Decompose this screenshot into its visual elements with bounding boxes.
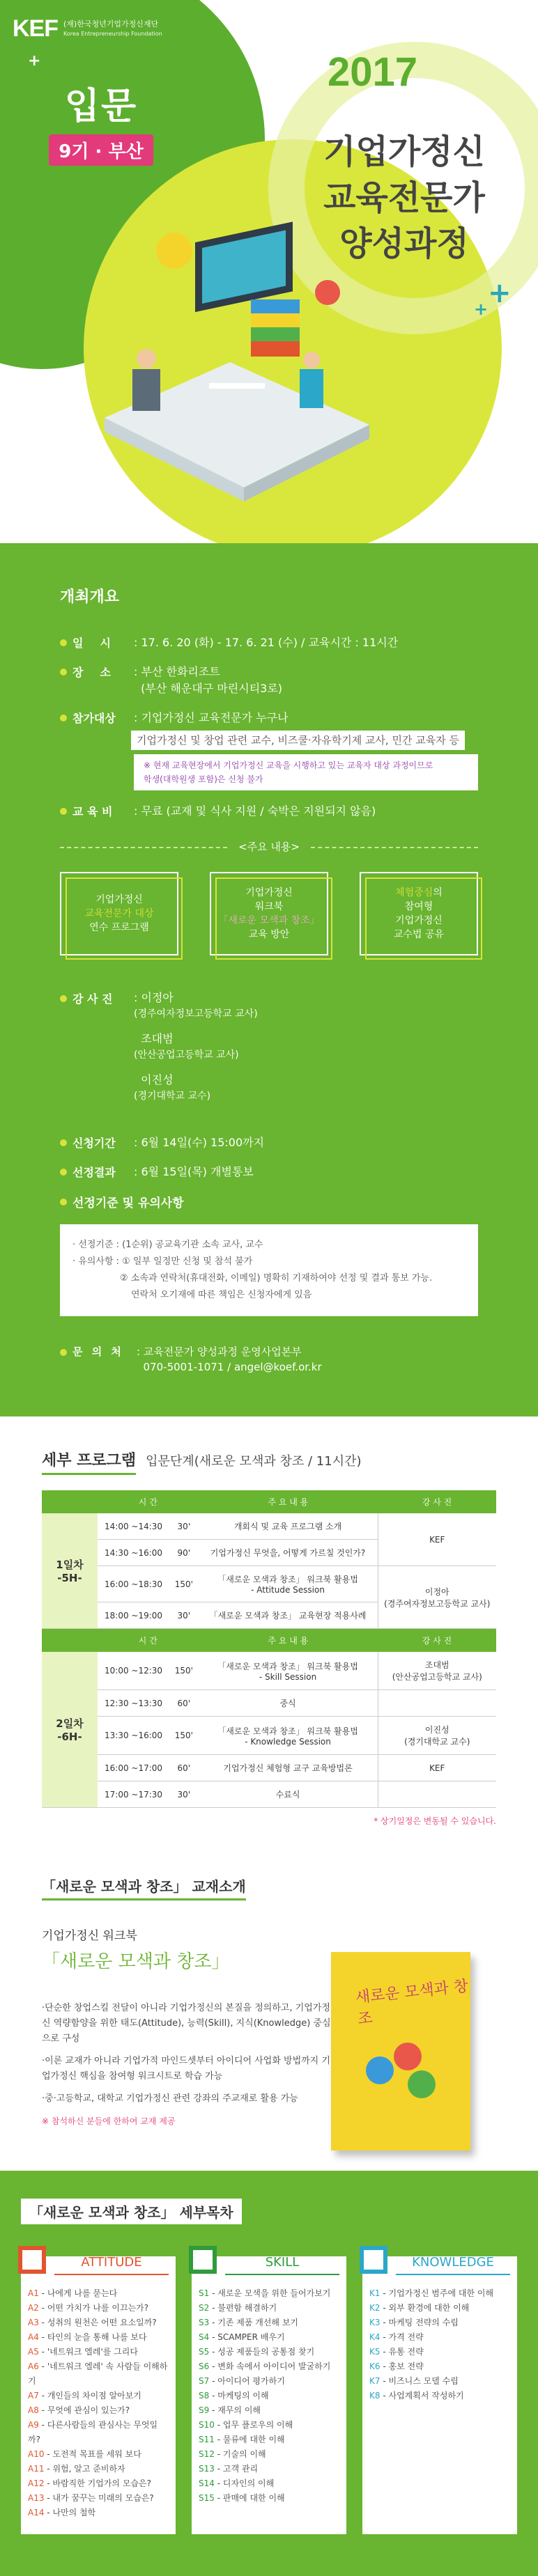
table-row: 2일차 -6H- 10:00 ~12:30 150' 「새로운 모색과 창조」 워크북 활용법 - Skill Session 조대범 (안산공업고등학교 교사) — [42, 1652, 496, 1690]
column-title: KNOWLEDGE — [396, 2255, 510, 2275]
bullet-icon — [60, 715, 67, 721]
content-card: 기업가정신 교육전문가 대상 연수 프로그램 — [60, 872, 178, 955]
list-item: S9 - 재무의 이해 — [199, 2405, 261, 2415]
contact-phone-email[interactable]: 070-5001-1071 / angel@koef.or.kr — [143, 1361, 322, 1373]
item-code: A9 — [28, 2420, 39, 2430]
section-title: 「새로운 모색과 창조」 교재소개 — [42, 1875, 246, 1900]
table-header: 시 간 주 요 내 용 강 사 진 — [42, 1629, 496, 1653]
knowledge-column — [362, 2256, 517, 2534]
attitude-list — [28, 2286, 169, 2520]
course-title: 기업가정신 교육전문가 양성과정 — [323, 132, 485, 263]
hero-banner — [0, 0, 538, 543]
item-label: 새로운 모색을 위한 들어가보기 — [217, 2288, 331, 2298]
list-item: S1 - 새로운 모색을 위한 들어가보기 — [199, 2288, 331, 2298]
item-code: S1 — [199, 2288, 210, 2298]
item-code: A4 — [28, 2332, 39, 2342]
item-code: A7 — [28, 2391, 39, 2401]
info-date: 일 시 : 17. 6. 20 (화) - 17. 6. 21 (수) / 교육시간 : 11시간 — [60, 634, 478, 651]
item-label: 외부 환경에 대한 이해 — [388, 2303, 470, 2313]
item-label: 변화 속에서 아이디어 발굴하기 — [217, 2362, 331, 2371]
item-label: 타인의 눈을 통해 나를 보다 — [47, 2332, 147, 2342]
list-item: A6 - '네트워크 엘레' 속 사람들 이해하기 — [28, 2362, 168, 2386]
skill-list — [199, 2286, 339, 2506]
list-item: S10 - 업무 플로우의 이해 — [199, 2420, 293, 2430]
list-item: K6 - 홍보 전략 — [369, 2362, 424, 2371]
schedule-note: * 상기일정은 변동될 수 있습니다. — [374, 1816, 496, 1826]
section-title: 「새로운 모색과 창조」 세부목차 — [21, 2199, 242, 2224]
speaker-item: 이진성 (경기대학교 교수) — [134, 1073, 211, 1102]
list-item: S12 - 기술의 이해 — [199, 2449, 266, 2459]
item-label: '네트워크 엘레'를 그리다 — [47, 2347, 138, 2357]
day-label: 2일차 -6H- — [42, 1652, 98, 1808]
table-row: 13:30 ~16:00 150' 「새로운 모색과 창조」 워크북 활용법 - Knowledge Session 이진성 (경기대학교 교수) — [42, 1717, 496, 1755]
item-code: S6 — [199, 2362, 210, 2371]
list-item: K5 - 유통 전략 — [369, 2347, 424, 2357]
book-cover-image: 새로운 모색과 창조 — [331, 1952, 470, 2150]
item-label: 디자인의 이해 — [222, 2479, 275, 2488]
list-item: K3 - 마케팅 전략의 수립 — [369, 2318, 459, 2327]
plus-icon: + — [28, 52, 41, 70]
item-code: K8 — [369, 2391, 381, 2401]
bullet-icon — [60, 1349, 67, 1356]
list-item: A2 - 어떤 가치가 나를 이끄는가? — [28, 2303, 149, 2313]
list-item: S6 - 변화 속에서 아이디어 발굴하기 — [199, 2362, 331, 2371]
level-title: 입문 — [64, 86, 138, 127]
item-code: K7 — [369, 2376, 381, 2386]
item-code: S15 — [199, 2493, 215, 2503]
bullet-icon — [60, 1139, 67, 1146]
item-label: 무엇에 관심이 있는가? — [47, 2405, 130, 2415]
bullet-icon — [60, 808, 67, 815]
item-label: 물류에 대한 이해 — [222, 2435, 285, 2444]
list-item: S5 - 성공 제품들의 공통점 찾기 — [199, 2347, 315, 2357]
list-item: A10 - 도전적 목표를 세워 보다 — [28, 2449, 141, 2459]
item-label: 다른사람들의 관심사는 무엇일까? — [28, 2420, 158, 2444]
list-item: K4 - 가격 전략 — [369, 2332, 424, 2342]
item-label: 성취의 원천은 어떤 요소일까? — [47, 2318, 157, 2327]
list-item: K8 - 사업계획서 작성하기 — [369, 2391, 464, 2401]
bullet-icon — [60, 669, 67, 676]
item-label: 유통 전략 — [388, 2347, 424, 2357]
item-code: A11 — [28, 2464, 45, 2474]
item-code: K6 — [369, 2362, 381, 2371]
item-code: K3 — [369, 2318, 381, 2327]
item-code: S12 — [199, 2449, 215, 2459]
info-apply: 신청기간 : 6월 14일(수) 15:00까지 — [60, 1134, 478, 1151]
info-result: 선정결과 : 6월 15일(목) 개별통보 — [60, 1164, 478, 1180]
list-item: A11 - 위험, 알고 준비하자 — [28, 2464, 125, 2474]
list-item: ·중·고등학교, 대학교 기업가정신 관련 강좌의 주교재로 활용 가능 — [42, 2093, 298, 2104]
criteria-title: 선정기준 및 유의사항 — [60, 1193, 478, 1210]
table-row: 17:00 ~17:30 30' 수료식 — [42, 1781, 496, 1808]
bullet-icon — [60, 1169, 67, 1176]
item-code: A8 — [28, 2405, 39, 2415]
item-label: '네트워크 엘레' 속 사람들 이해하기 — [28, 2362, 168, 2386]
section-subtitle: 입문단계(새로운 모색과 창조 / 11시간) — [146, 1454, 362, 1469]
list-item: S3 - 기존 제품 개선해 보기 — [199, 2318, 299, 2327]
list-item: A5 - '네트워크 엘레'를 그리다 — [28, 2347, 138, 2357]
plus-icon: + — [488, 277, 512, 309]
item-label: 위험, 알고 준비하자 — [52, 2464, 125, 2474]
list-item: A3 - 성취의 원천은 어떤 요소일까? — [28, 2318, 157, 2327]
item-label: 개인들의 차이점 알아보기 — [47, 2391, 141, 2401]
square-icon — [18, 2246, 46, 2274]
item-code: S3 — [199, 2318, 210, 2327]
item-label: 마케팅의 이해 — [217, 2391, 269, 2401]
list-item: A7 - 개인들의 차이점 알아보기 — [28, 2391, 141, 2401]
content-card: 기업가정신 워크북 「새로운 모색과 창조」 교육 방안 — [210, 872, 328, 955]
list-item: A12 - 바람직한 기업가의 모습은? — [28, 2479, 151, 2488]
item-label: 사업계획서 작성하기 — [388, 2391, 464, 2401]
item-label: 가격 전략 — [388, 2332, 424, 2342]
item-code: S13 — [199, 2464, 215, 2474]
list-item: A1 - 나에게 나를 묻는다 — [28, 2288, 118, 2298]
info-place: 장 소 : 부산 한화리조트 (부산 해운대구 마린시티3로) — [60, 664, 478, 697]
column-title: SKILL — [225, 2255, 339, 2275]
day-label: 1일차 -5H- — [42, 1513, 98, 1629]
education-illustration — [91, 209, 383, 515]
org-name: (재)한국청년기업가정신재단 — [63, 19, 159, 29]
column-title: ATTITUDE — [54, 2255, 169, 2275]
table-row: 1일차 -5H- 14:00 ~14:30 30' 개회식 및 교육 프로그램 소개 KEF — [42, 1513, 496, 1540]
list-item: K2 - 외부 환경에 대한 이해 — [369, 2303, 470, 2313]
item-label: 아이디어 평가하기 — [217, 2376, 285, 2386]
book-title: 「새로운 모색과 창조」 — [42, 1951, 230, 1972]
item-label: 고객 관리 — [222, 2464, 259, 2474]
knowledge-list — [369, 2286, 510, 2403]
item-code: A13 — [28, 2493, 45, 2503]
content-card: 체험중심의 참여형 기업가정신 교수법 공유 — [360, 872, 478, 955]
item-code: A3 — [28, 2318, 39, 2327]
table-row: 14:30 ~16:00 90' 기업가정신 무엇을, 어떻게 가르칠 것인가? — [42, 1540, 496, 1566]
item-code: K1 — [369, 2288, 381, 2298]
bullet-icon — [60, 1199, 67, 1205]
item-code: A14 — [28, 2508, 45, 2518]
item-label: 도전적 목표를 세워 보다 — [52, 2449, 141, 2459]
schedule-table — [42, 1490, 496, 1808]
item-label: 불편함 해결하기 — [217, 2303, 277, 2313]
year-title: 2017 — [328, 49, 418, 95]
item-code: S11 — [199, 2435, 215, 2444]
skill-column — [192, 2256, 346, 2534]
section-title: 개최개요 — [60, 588, 120, 606]
item-label: 내가 꿈꾸는 미래의 모습은? — [52, 2493, 154, 2503]
content-cards — [60, 872, 478, 955]
item-code: S7 — [199, 2376, 210, 2386]
kef-logo — [13, 15, 162, 42]
item-label: 마케팅 전략의 수립 — [388, 2318, 459, 2327]
table-row: 16:00 ~17:00 60' 기업가정신 체험형 교구 교육방법론 KEF — [42, 1755, 496, 1781]
list-item: ·이론 교재가 아니라 기업가적 마인드셋부터 아이디어 사업화 방법까지 기업가정신 핵심을 참여형 워크시트로 학습 가능 — [42, 2056, 330, 2082]
bullet-icon — [60, 639, 67, 646]
square-icon — [360, 2246, 387, 2274]
list-item: S2 - 불편함 해결하기 — [199, 2303, 277, 2313]
list-item: S15 - 판매에 대한 이해 — [199, 2493, 285, 2503]
list-item: S7 - 아이디어 평가하기 — [199, 2376, 285, 2386]
item-label: 어떤 가치가 나를 이끄는가? — [47, 2303, 149, 2313]
detail-program-section — [0, 1416, 538, 1848]
item-label: 나에게 나를 묻는다 — [47, 2288, 118, 2298]
item-code: A6 — [28, 2362, 39, 2371]
item-code: S4 — [199, 2332, 210, 2342]
list-item: A14 - 나만의 철학 — [28, 2508, 96, 2518]
list-item: ※ 참석하신 분들에 한하여 교재 제공 — [42, 2116, 176, 2126]
criteria-box: · 선정기준 : (1순위) 공교육기관 소속 교사, 교수 · 유의사항 : ① 일부 일정만 신청 및 참석 불가 ② 소속과 연락처(휴대전화, 이메일) 명확히 기재하여야 선정 및 결과 통보 가능. 연락처 오기재에 따른 책임은 신청자에게 있음 — [60, 1224, 478, 1316]
square-icon — [189, 2246, 217, 2274]
table-row: 18:00 ~19:00 30' 「새로운 모색과 창조」 교육현장 적용사례 — [42, 1602, 496, 1629]
table-row: 16:00 ~18:30 150' 「새로운 모색과 창조」 워크북 활용법 - Attitude Session 이정아 (경주여자정보고등학교 교사) — [42, 1566, 496, 1602]
attitude-column — [21, 2256, 176, 2534]
target-note: ※ 현재 교육현장에서 기업가정신 교육을 시행하고 있는 교육자 대상 과정이므로 학생(대학원생 포함)은 신청 불가 — [134, 754, 478, 790]
logo-mark: KEF — [13, 15, 58, 42]
curriculum-section — [0, 2171, 538, 2576]
item-code: S5 — [199, 2347, 210, 2357]
cohort-badge: 9기 · 부산 — [49, 134, 153, 166]
info-fee: 교 육 비 : 무료 (교재 및 식사 지원 / 숙박은 지원되지 않음) — [60, 803, 478, 820]
overview-section — [0, 543, 538, 1416]
item-code: K5 — [369, 2347, 381, 2357]
course-level — [49, 77, 153, 166]
item-code: K2 — [369, 2303, 381, 2313]
item-label: 바람직한 기업가의 모습은? — [52, 2479, 151, 2488]
book-kind: 기업가정신 워크북 — [42, 1929, 137, 1943]
list-item: A9 - 다른사람들의 관심사는 무엇일까? — [28, 2420, 158, 2444]
main-content-label: <주요 내용> — [60, 839, 478, 854]
item-label: 재무의 이해 — [217, 2405, 261, 2415]
list-item: S8 - 마케팅의 이해 — [199, 2391, 269, 2401]
speaker-item: : 이정아 (경주여자정보고등학교 교사) — [134, 991, 258, 1020]
item-label: 기존 제품 개선해 보기 — [217, 2318, 299, 2327]
item-label: 성공 제품들의 공통점 찾기 — [217, 2347, 315, 2357]
list-item: ·단순한 창업스킬 전달이 아니라 기업가정신의 본질을 정의하고, 기업가정신 역량함양을 위한 태도(Attitude), 능력(Skill), 지식(Knowledge) 중심으로 구성 — [42, 2003, 331, 2044]
item-code: A12 — [28, 2479, 45, 2488]
item-label: 기술의 이해 — [222, 2449, 266, 2459]
item-code: S14 — [199, 2479, 215, 2488]
item-label: 판매에 대한 이해 — [222, 2493, 285, 2503]
table-row: 12:30 ~13:30 60' 중식 — [42, 1690, 496, 1717]
target-pill: 기업가정신 및 창업 관련 교수, 비즈쿨·자유학기제 교사, 민간 교육자 등 — [131, 731, 465, 750]
org-name-en: Korea Entrepreneurship Foundation — [63, 30, 162, 37]
table-header: 시 간 주 요 내 용 강 사 진 — [42, 1490, 496, 1513]
list-item: S11 - 물류에 대한 이해 — [199, 2435, 285, 2444]
item-code: A5 — [28, 2347, 39, 2357]
list-item: A13 - 내가 꿈꾸는 미래의 모습은? — [28, 2493, 154, 2503]
textbook-section — [0, 1848, 538, 2171]
list-item: S14 - 디자인의 이해 — [199, 2479, 275, 2488]
item-code: K4 — [369, 2332, 381, 2342]
list-item: A4 - 타인의 눈을 통해 나를 보다 — [28, 2332, 147, 2342]
list-item: S13 - 고객 관리 — [199, 2464, 259, 2474]
section-title: 세부 프로그램 — [42, 1449, 136, 1475]
plus-icon: + — [474, 299, 489, 319]
item-code: A1 — [28, 2288, 39, 2298]
item-label: 기업가정신 범주에 대한 이해 — [388, 2288, 494, 2298]
book-description — [42, 2001, 335, 2129]
bullet-icon — [60, 995, 67, 1002]
speaker-item: 조대범 (안산공업고등학교 교사) — [134, 1032, 239, 1061]
item-label: 비즈니스 모델 수립 — [388, 2376, 459, 2386]
item-label: 홍보 전략 — [388, 2362, 424, 2371]
list-item: A8 - 무엇에 관심이 있는가? — [28, 2405, 130, 2415]
list-item: K7 - 비즈니스 모델 수립 — [369, 2376, 459, 2386]
item-label: 업무 플로우의 이해 — [222, 2420, 293, 2430]
info-contact: 문 의 처 : 교육전문가 양성과정 운영사업본부 070-5001-1071 / angel@koef.or.kr — [60, 1344, 478, 1375]
item-code: A2 — [28, 2303, 39, 2313]
list-item: S4 - SCAMPER 배우기 — [199, 2332, 285, 2342]
item-label: SCAMPER 배우기 — [217, 2332, 285, 2342]
item-code: S2 — [199, 2303, 210, 2313]
list-item: K1 - 기업가정신 범주에 대한 이해 — [369, 2288, 494, 2298]
item-code: S9 — [199, 2405, 210, 2415]
info-speakers: 강 사 진 : 이정아 (경주여자정보고등학교 교사) 조대범 (안산공업고등학교 교사) 이진성 (경기대학교 교수) — [60, 990, 478, 1114]
item-code: A10 — [28, 2449, 45, 2459]
item-code: S10 — [199, 2420, 215, 2430]
item-label: 나만의 철학 — [52, 2508, 96, 2518]
info-target: 참가대상 : 기업가정신 교육전문가 누구나 기업가정신 및 창업 관련 교수, 비즈쿨·자유학기제 교사, 민간 교육자 등 ※ 현재 교육현장에서 기업가정신 교육을 시행하고 있는 교육자 대상 과정이므로 학생(대학원생 포함)은 신청 불가 — [60, 710, 478, 790]
item-code: S8 — [199, 2391, 210, 2401]
